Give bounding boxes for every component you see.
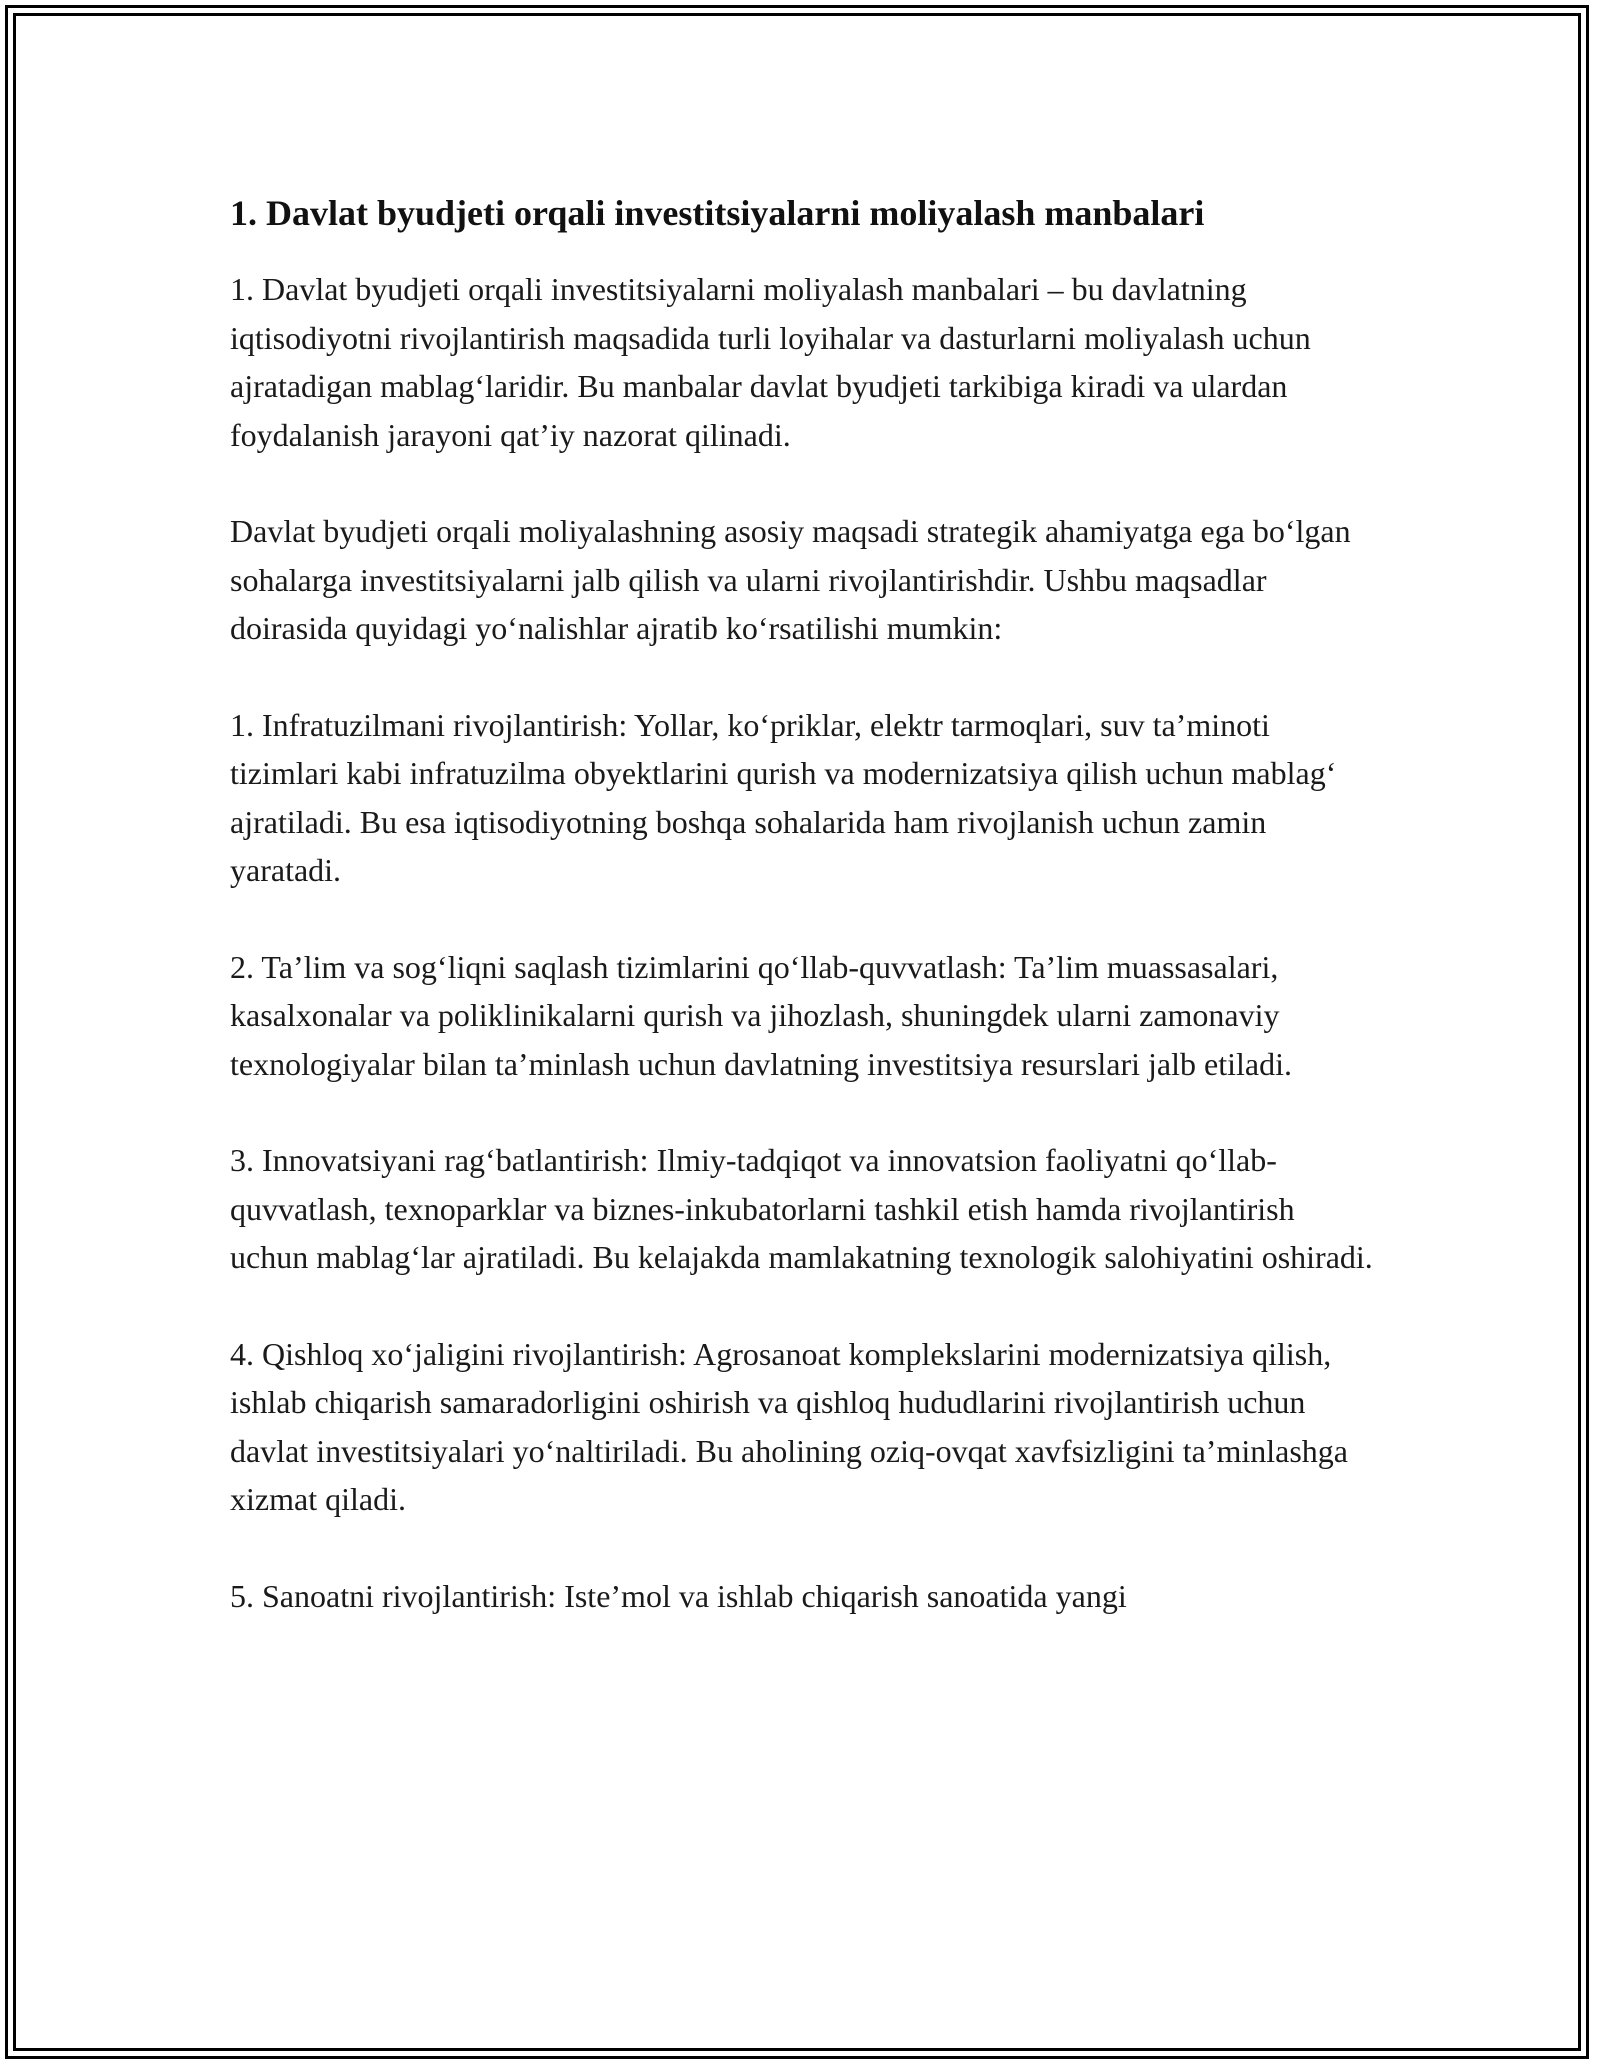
list-item-infrastructure: 1. Infratuzilmani rivojlantirish: Yollar, ko‘priklar, elektr tarmoqlari, suv ta’minoti tizimlari kabi infratuzilma obyektlarini qurish va modernizatsiya qilish uchun mablag‘ ajratiladi. Bu esa iqtisodiyotning boshqa sohalarida ham rivojlanish uchun zamin yaratadi. <box>230 706 1337 888</box>
list-item-innovation: 3. Innovatsiyani rag‘batlantirish: Ilmiy-tadqiqot va innovatsion faoliyatni qo‘llab-quvvatlash, texnoparklar va biznes-inkubatorlarni tashkil etish hamda rivojlantirish uchun mablag‘lar ajratiladi. Bu kelajakda mamlakatning texnologik salohiyatini oshiradi. <box>230 1142 1373 1275</box>
paragraph-intro: 1. Davlat byudjeti orqali investitsiyalarni moliyalash manbalari – bu davlatning iqtisodiyotni rivojlantirish maqsadida turli loyihalar va dasturlarni moliyalash uchun ajratadigan mablag‘laridir. Bu manbalar davlat byudjeti tarkibiga kiradi va ulardan foydalanish jarayoni qat’iy nazorat qilinadi. <box>230 271 1311 453</box>
document-body <box>230 185 1380 1668</box>
paragraph-purpose: Davlat byudjeti orqali moliyalashning asosiy maqsadi strategik ahamiyatga ega bo‘lgan sohalarga investitsiyalarni jalb qilish va ularni rivojlantirishdir. Ushbu maqsadlar doirasida quyidagi yo‘nalishlar ajratib ko‘rsatilishi mumkin: <box>230 513 1351 646</box>
list-item-agriculture: 4. Qishloq xo‘jaligini rivojlantirish: Agrosanoat komplekslarini modernizatsiya qilish, ishlab chiqarish samaradorligini oshirish va qishloq hududlarini rivojlantirish uchun davlat investitsiyalari yo‘naltiriladi. Bu aholining oziq-ovqat xavfsizligini ta’minlashga xizmat qiladi. <box>230 1335 1348 1517</box>
document-title: 1. Davlat byudjeti orqali investitsiyalarni moliyalash manbalari <box>230 193 1205 233</box>
list-item-industry: 5. Sanoatni rivojlantirish: Iste’mol va ishlab chiqarish sanoatida yangi <box>230 1577 1127 1614</box>
list-item-education-health: 2. Ta’lim va sog‘liqni saqlash tizimlarini qo‘llab-quvvatlash: Ta’lim muassasalari, kasalxonalar va poliklinikalarni qurish va jihozlash, shuningdek ularni zamonaviy texnologiyalar bilan ta’minlash uchun davlatning investitsiya resurslari jalb etiladi. <box>230 948 1292 1082</box>
